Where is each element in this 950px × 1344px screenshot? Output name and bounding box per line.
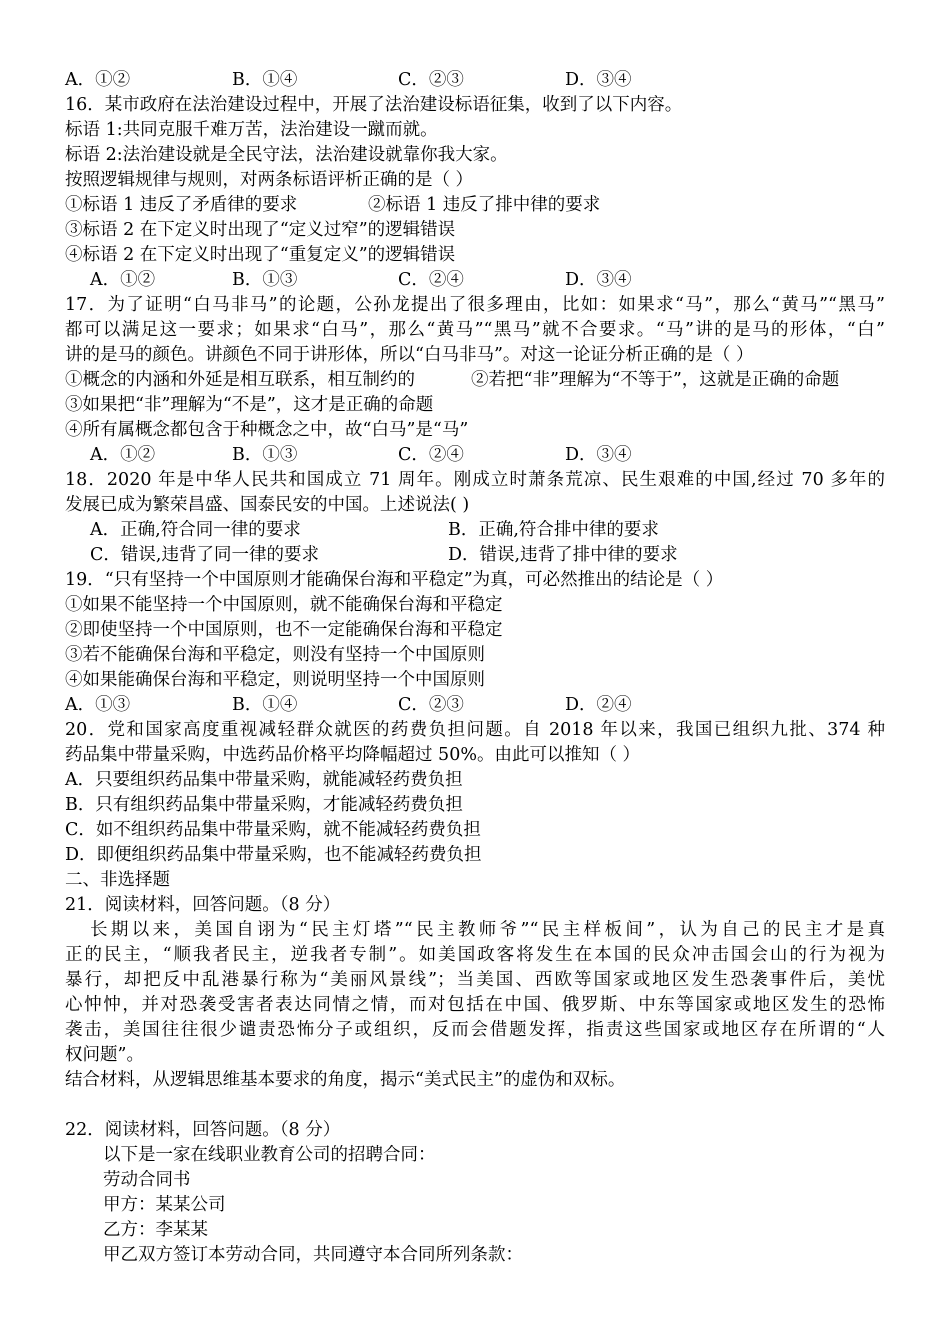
q21-question: 结合材料，从逻辑思维基本要求的角度，揭示“美式民主”的虚伪和双标。 <box>65 1070 626 1090</box>
q19-choice-1: ①如果不能坚持一个中国原则，就不能确保台海和平稳定 <box>65 595 503 615</box>
q19-choice-4: ④如果能确保台海和平稳定，则说明坚持一个中国原则 <box>65 670 485 690</box>
q16-slogan-1: 标语 1:共同克服千难万苦，法治建设一蹴而就。 <box>65 120 438 140</box>
q18-option-b: B．正确,符合排中律的要求 <box>448 520 659 540</box>
q17-stem-line-3: 讲的是马的颜色。讲颜色不同于讲形体，所以“白马非马”。对这一论证分析正确的是（ ） <box>65 345 754 365</box>
q19-option-c: C．②③ <box>398 695 464 715</box>
q17-option-c: C．②④ <box>398 445 464 465</box>
q22-intro: 以下是一家在线职业教育公司的招聘合同： <box>103 1145 436 1165</box>
q15-option-c: C．②③ <box>398 70 464 90</box>
q16-choice-1: ①标语 1 违反了矛盾律的要求 <box>65 195 298 215</box>
q16-option-c: C．②④ <box>398 270 464 290</box>
q15-option-a: A．①② <box>65 70 131 90</box>
q21-stem: 21．阅读材料，回答问题。（8 分） <box>65 895 341 915</box>
q20-option-d: D．即便组织药品集中带量采购，也不能减轻药费负担 <box>65 845 482 865</box>
q22-party-a: 甲方：某某公司 <box>103 1195 226 1215</box>
q16-question: 按照逻辑规律与规则，对两条标语评析正确的是（ ） <box>65 170 474 190</box>
q20-option-c: C．如不组织药品集中带量采购，就不能减轻药费负担 <box>65 820 481 840</box>
q15-option-d: D．③④ <box>565 70 632 90</box>
q17-stem-line-2: 都可以满足这一要求；如果求“白马”，那么“黄马”“黑马”就不合要求。“马”讲的是马的形体，“白” <box>65 320 885 340</box>
q22-stem: 22．阅读材料，回答问题。（8 分） <box>65 1120 341 1140</box>
q21-material-line-3: 暴行，却把反中乱港暴行称为“美丽风景线”；当美国、西欧等国家或地区发生恐袭事件后，美忧 <box>65 970 885 990</box>
q16-stem: 16．某市政府在法治建设过程中，开展了法治建设标语征集，收到了以下内容。 <box>65 95 683 115</box>
q15-option-b: B．①④ <box>232 70 298 90</box>
q20-option-a: A．只要组织药品集中带量采购，就能减轻药费负担 <box>65 770 463 790</box>
q16-slogan-2: 标语 2:法治建设就是全民守法，法治建设就靠你我大家。 <box>65 145 508 165</box>
q22-clause-intro: 甲乙双方签订本劳动合同，共同遵守本合同所列条款： <box>103 1245 523 1265</box>
q17-stem-line-1: 17．为了证明“白马非马”的论题，公孙龙提出了很多理由，比如：如果求“马”，那么“黄马”“黑马” <box>65 295 885 315</box>
q18-stem-line-1: 18．2020 年是中华人民共和国成立 71 周年。刚成立时萧条荒凉、民生艰难的中国,经过 70 多年的 <box>65 470 885 490</box>
q17-choice-4: ④所有属概念都包含于种概念之中，故“白马”是“马” <box>65 420 469 440</box>
q17-choice-1: ①概念的内涵和外延是相互联系，相互制约的 <box>65 370 415 390</box>
q21-material-line-5: 袭击，美国往往很少谴责恐怖分子或组织，反而会借题发挥，指责这些国家或地区存在所谓的“人 <box>65 1020 885 1040</box>
q18-option-d: D．错误,违背了排中律的要求 <box>448 545 678 565</box>
q22-contract-title: 劳动合同书 <box>103 1170 191 1190</box>
q21-material-line-6: 权问题”。 <box>65 1045 144 1065</box>
q19-choice-2: ②即使坚持一个中国原则，也不一定能确保台海和平稳定 <box>65 620 503 640</box>
q17-option-d: D．③④ <box>565 445 632 465</box>
q19-stem: 19．“只有坚持一个中国原则才能确保台海和平稳定”为真，可必然推出的结论是（ ） <box>65 570 724 590</box>
q18-stem-line-2: 发展已成为繁荣昌盛、国泰民安的中国。上述说法( ) <box>65 495 470 515</box>
q19-option-b: B．①④ <box>232 695 298 715</box>
q19-option-a: A．①③ <box>65 695 131 715</box>
q19-choice-3: ③若不能确保台海和平稳定，则没有坚持一个中国原则 <box>65 645 485 665</box>
q21-material-line-2: 正的民主，“顺我者民主，逆我者专制”。如美国政客将发生在本国的民众冲击国会山的行为视为 <box>65 945 885 965</box>
q20-stem-line-1: 20．党和国家高度重视减轻群众就医的药费负担问题。自 2018 年以来，我国已组织九批、374 种 <box>65 720 885 740</box>
q16-option-b: B．①③ <box>232 270 298 290</box>
q18-option-c: C．错误,违背了同一律的要求 <box>90 545 319 565</box>
q17-option-a: A．①② <box>90 445 156 465</box>
q21-material-line-1: 长期以来，美国自诩为“民主灯塔”“民主教师爷”“民主样板间”，认为自己的民主才是真 <box>90 920 885 940</box>
q17-option-b: B．①③ <box>232 445 298 465</box>
q16-option-a: A．①② <box>90 270 156 290</box>
q21-material-line-4: 心忡忡，并对恐袭受害者表达同情之情，而对包括在中国、俄罗斯、中东等国家或地区发生的恐怖 <box>65 995 885 1015</box>
q16-option-d: D．③④ <box>565 270 632 290</box>
q19-option-d: D．②④ <box>565 695 632 715</box>
q20-stem-line-2: 药品集中带量采购，中选药品价格平均降幅超过 50%。由此可以推知（ ） <box>65 745 641 765</box>
q16-choice-2: ②标语 1 违反了排中律的要求 <box>368 195 601 215</box>
q16-choice-4: ④标语 2 在下定义时出现了“重复定义”的逻辑错误 <box>65 245 456 265</box>
q17-choice-2: ②若把“非”理解为“不等于”，这就是正确的命题 <box>471 370 840 390</box>
q22-party-b: 乙方：李某某 <box>103 1220 208 1240</box>
section-heading: 二、非选择题 <box>65 870 170 890</box>
q18-option-a: A．正确,符合同一律的要求 <box>90 520 301 540</box>
q20-option-b: B．只有组织药品集中带量采购，才能减轻药费负担 <box>65 795 463 815</box>
q16-choice-3: ③标语 2 在下定义时出现了“定义过窄”的逻辑错误 <box>65 220 456 240</box>
q17-choice-3: ③如果把“非”理解为“不是”，这才是正确的命题 <box>65 395 434 415</box>
